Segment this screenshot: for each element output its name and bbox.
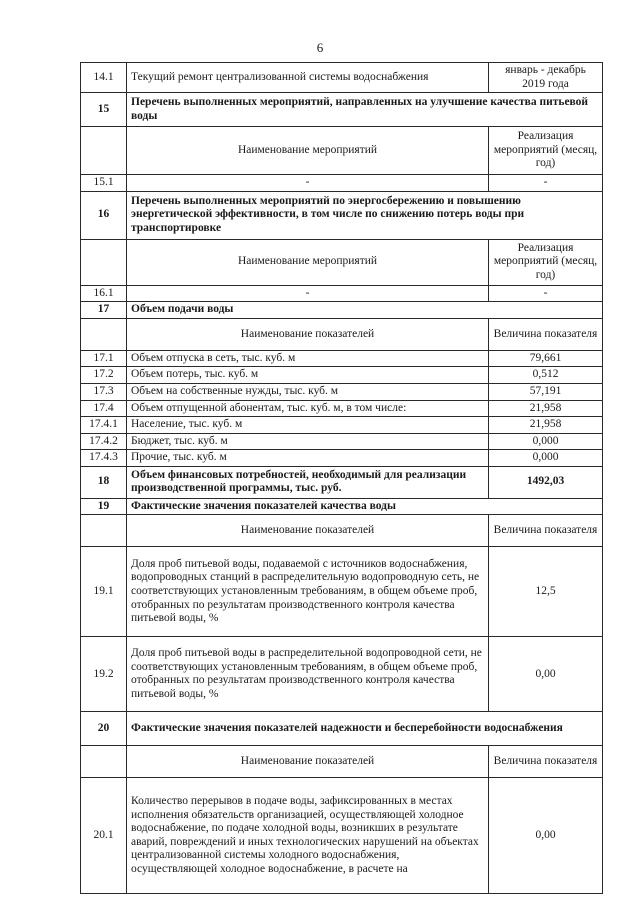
row-name: Объем отпущенной абонентам, тыс. куб. м, в том числе: xyxy=(127,400,489,417)
header-15 xyxy=(81,127,603,175)
section-title: Объем финансовых потребностей, необходимый для реализации производственной программы, тыс. руб. xyxy=(127,466,489,498)
row-value: - xyxy=(489,175,603,192)
section-number: 18 xyxy=(81,466,127,498)
row-17-4-2 xyxy=(81,433,603,450)
section-number: 16 xyxy=(81,191,127,239)
row-number: 17.3 xyxy=(81,383,127,400)
row-17-4 xyxy=(81,400,603,417)
section-title: Перечень выполненных мероприятий, направленных на улучшение качества питьевой воды xyxy=(127,93,603,127)
row-name: - xyxy=(127,175,489,192)
row-name: Объем потерь, тыс. куб. м xyxy=(127,367,489,384)
program-table xyxy=(80,62,603,894)
column-header-value: Реализация мероприятий (месяц, год) xyxy=(489,127,603,175)
row-16-1 xyxy=(81,285,603,302)
page-number: 6 xyxy=(316,40,324,55)
empty-cell xyxy=(81,239,127,285)
section-number: 15 xyxy=(81,93,127,127)
row-17-4-3 xyxy=(81,450,603,467)
section-title: Фактические значения показателей качества воды xyxy=(127,498,603,515)
section-19 xyxy=(81,498,603,515)
column-header-name: Наименование мероприятий xyxy=(127,127,489,175)
header-20 xyxy=(81,746,603,778)
row-number: 19.2 xyxy=(81,637,127,712)
row-value: 21,958 xyxy=(489,417,603,434)
column-header-value: Величина показателя xyxy=(489,515,603,547)
row-name: Бюджет, тыс. куб. м xyxy=(127,433,489,450)
row-value: 12,5 xyxy=(489,547,603,637)
column-header-value: Величина показателя xyxy=(489,318,603,350)
section-title: Перечень выполненных мероприятий по энергосбережению и повышению энергетической эффективности, в том числе по снижению потерь воды при транспортировке xyxy=(127,191,603,239)
section-number: 19 xyxy=(81,498,127,515)
empty-cell xyxy=(81,515,127,547)
row-number: 17.2 xyxy=(81,367,127,384)
row-name: Объем отпуска в сеть, тыс. куб. м xyxy=(127,350,489,367)
row-value: 79,661 xyxy=(489,350,603,367)
column-header-value: Реализация мероприятий (месяц, год) xyxy=(489,239,603,285)
row-value: 0,512 xyxy=(489,367,603,384)
row-name: Доля проб питьевой воды в распределительной водопроводной сети, не соответствующих установленным требованиям, в общем объеме проб, отобранных по результатам производственного контроля качества питьевой воды, % xyxy=(127,637,489,712)
header-17 xyxy=(81,318,603,350)
row-20-1 xyxy=(81,778,603,894)
row-value: 57,191 xyxy=(489,383,603,400)
header-19 xyxy=(81,515,603,547)
row-number: 17.1 xyxy=(81,350,127,367)
row-value: 0,000 xyxy=(489,433,603,450)
row-15-1 xyxy=(81,175,603,192)
row-number: 17.4 xyxy=(81,400,127,417)
row-number: 15.1 xyxy=(81,175,127,192)
row-14-1 xyxy=(81,63,603,93)
row-17-1 xyxy=(81,350,603,367)
section-number: 17 xyxy=(81,302,127,319)
row-value: 0,00 xyxy=(489,637,603,712)
section-16 xyxy=(81,191,603,239)
section-18 xyxy=(81,466,603,498)
column-header-value: Величина показателя xyxy=(489,746,603,778)
section-15 xyxy=(81,93,603,127)
row-value: 21,958 xyxy=(489,400,603,417)
row-name: Количество перерывов в подаче воды, зафиксированных в местах исполнения обязательств организацией, осуществляющей холодное водоснабжение, по подаче холодной воды, возникших в результате аварий, повреждений и иных технологических нарушений на объектах централизованной системы холодного водоснабжения, осуществляющей холодное водоснабжение, в расчете на xyxy=(127,778,489,894)
section-number: 20 xyxy=(81,712,127,746)
column-header-name: Наименование показателей xyxy=(127,515,489,547)
row-19-1 xyxy=(81,547,603,637)
row-name: Прочие, тыс. куб. м xyxy=(127,450,489,467)
empty-cell xyxy=(81,318,127,350)
row-text: Текущий ремонт централизованной системы водоснабжения xyxy=(127,63,489,93)
section-value: 1492,03 xyxy=(489,466,603,498)
row-period: январь - декабрь 2019 года xyxy=(489,63,603,93)
column-header-name: Наименование мероприятий xyxy=(127,239,489,285)
header-16 xyxy=(81,239,603,285)
row-name: Население, тыс. куб. м xyxy=(127,417,489,434)
column-header-name: Наименование показателей xyxy=(127,746,489,778)
section-title: Объем подачи воды xyxy=(127,302,603,319)
row-name: Объем на собственные нужды, тыс. куб. м xyxy=(127,383,489,400)
row-number: 14.1 xyxy=(81,63,127,93)
row-value: - xyxy=(489,285,603,302)
row-17-4-1 xyxy=(81,417,603,434)
row-19-2 xyxy=(81,637,603,712)
row-value: 0,000 xyxy=(489,450,603,467)
row-number: 20.1 xyxy=(81,778,127,894)
empty-cell xyxy=(81,127,127,175)
section-20 xyxy=(81,712,603,746)
row-value: 0,00 xyxy=(489,778,603,894)
row-number: 17.4.3 xyxy=(81,450,127,467)
column-header-name: Наименование показателей xyxy=(127,318,489,350)
row-17-3 xyxy=(81,383,603,400)
row-number: 16.1 xyxy=(81,285,127,302)
row-17-2 xyxy=(81,367,603,384)
row-name: - xyxy=(127,285,489,302)
section-17 xyxy=(81,302,603,319)
row-number: 17.4.2 xyxy=(81,433,127,450)
row-name: Доля проб питьевой воды, подаваемой с источников водоснабжения, водопроводных станций в распределительную водопроводную сеть, не соответствующих установленным требованиям, в общем объеме проб, отобранных по результатам производственного контроля качества питьевой воды, % xyxy=(127,547,489,637)
row-number: 17.4.1 xyxy=(81,417,127,434)
section-title: Фактические значения показателей надежности и бесперебойности водоснабжения xyxy=(127,712,603,746)
empty-cell xyxy=(81,746,127,778)
row-number: 19.1 xyxy=(81,547,127,637)
